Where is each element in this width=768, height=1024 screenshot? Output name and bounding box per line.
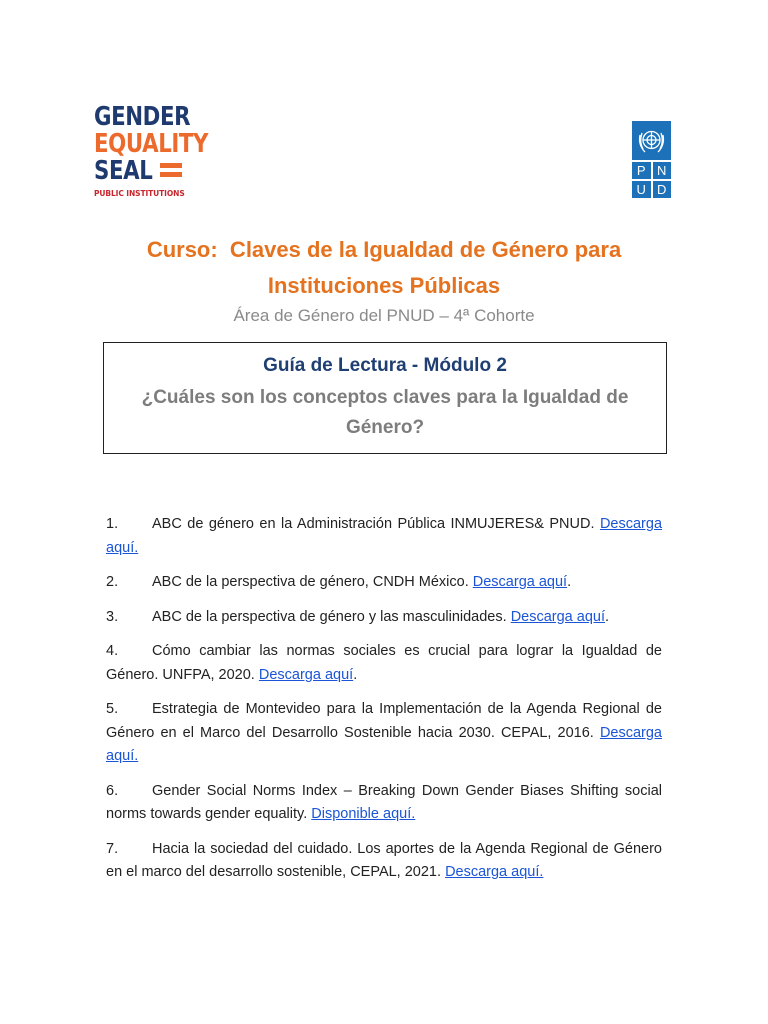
download-link[interactable]: Descarga aquí: [258, 666, 354, 683]
reference-list: [106, 513, 662, 896]
list-item-trailing: .: [353, 666, 358, 683]
logo-text-public-institutions: PUBLIC INSTITUTIONS: [94, 189, 185, 198]
equals-sign-icon: [160, 163, 182, 181]
reading-guide-title: Guía de Lectura - Módulo 2: [263, 355, 507, 376]
list-item-text: ABC de la perspectiva de género y las masculinidades.: [152, 608, 507, 625]
list-item: [106, 780, 662, 827]
list-item-trailing: .: [605, 608, 610, 625]
download-link[interactable]: Descarga aquí.: [106, 516, 663, 556]
un-emblem-icon: [632, 121, 671, 160]
logo-text-gender: GENDER: [94, 102, 191, 132]
list-item: [106, 571, 662, 595]
download-link[interactable]: Descarga aquí: [472, 574, 568, 590]
pnud-logo: [632, 121, 671, 199]
course-title: [90, 232, 678, 304]
list-item: [106, 606, 662, 630]
list-item: [106, 698, 662, 769]
reading-guide-question: ¿Cuáles son los conceptos claves para la Igualdad de Género?: [141, 387, 629, 438]
list-item-text: Cómo cambiar las normas sociales es crucial para lograr la Igualdad de Género. UNFPA, 2020.: [106, 643, 662, 683]
list-item: [106, 513, 662, 560]
course-title-line2: Instituciones Públicas: [267, 273, 501, 298]
list-item-text: ABC de la perspectiva de género, CNDH México.: [152, 574, 469, 590]
download-link[interactable]: Descarga aquí: [510, 608, 605, 625]
logo-text-equality: EQUALITY: [94, 129, 209, 159]
list-item-number: 7.: [106, 840, 119, 857]
list-item-number: 6.: [106, 782, 119, 799]
list-item-number: 1.: [106, 516, 119, 532]
list-item-number: 2.: [106, 574, 119, 590]
list-item-text: Estrategia de Montevideo para la Implementación de la Agenda Regional de Género en el Marco del Desarrollo Sostenible hacia 2030. CEPAL, 2016.: [106, 701, 662, 741]
download-link[interactable]: Descarga aquí.: [445, 864, 544, 880]
course-title-line1: Curso: Claves de la Igualdad de Género para: [146, 237, 622, 262]
list-item: [106, 640, 662, 687]
list-item-text: ABC de género en la Administración Pública INMUJERES& PNUD.: [152, 516, 595, 532]
course-subtitle: Área de Género del PNUD – 4ª Cohorte: [233, 306, 535, 325]
list-item-number: 4.: [106, 643, 119, 659]
download-link[interactable]: Descarga aquí.: [106, 724, 662, 764]
list-item-text: Hacia la sociedad del cuidado. Los aportes de la Agenda Regional de Género en el marco del desarrollo sostenible, CEPAL, 2021.: [106, 840, 662, 880]
list-item-number: 3.: [106, 608, 119, 625]
gender-equality-seal-logo: [94, 102, 209, 200]
pnud-letter-n: N: [653, 162, 672, 179]
pnud-letters: [632, 162, 671, 198]
list-item-text: Gender Social Norms Index – Breaking Down Gender Biases Shifting social norms towards gender equality.: [106, 782, 662, 822]
list-item-number: 5.: [106, 701, 119, 717]
logo-text-seal: SEAL: [94, 156, 153, 186]
pnud-letter-d: D: [653, 181, 672, 198]
pnud-letter-p: P: [632, 162, 651, 179]
available-link[interactable]: Disponible aquí.: [311, 806, 416, 822]
list-item: [106, 838, 662, 885]
pnud-letter-u: U: [632, 181, 651, 198]
list-item-trailing: .: [567, 574, 572, 590]
reading-guide-box: [103, 342, 667, 454]
